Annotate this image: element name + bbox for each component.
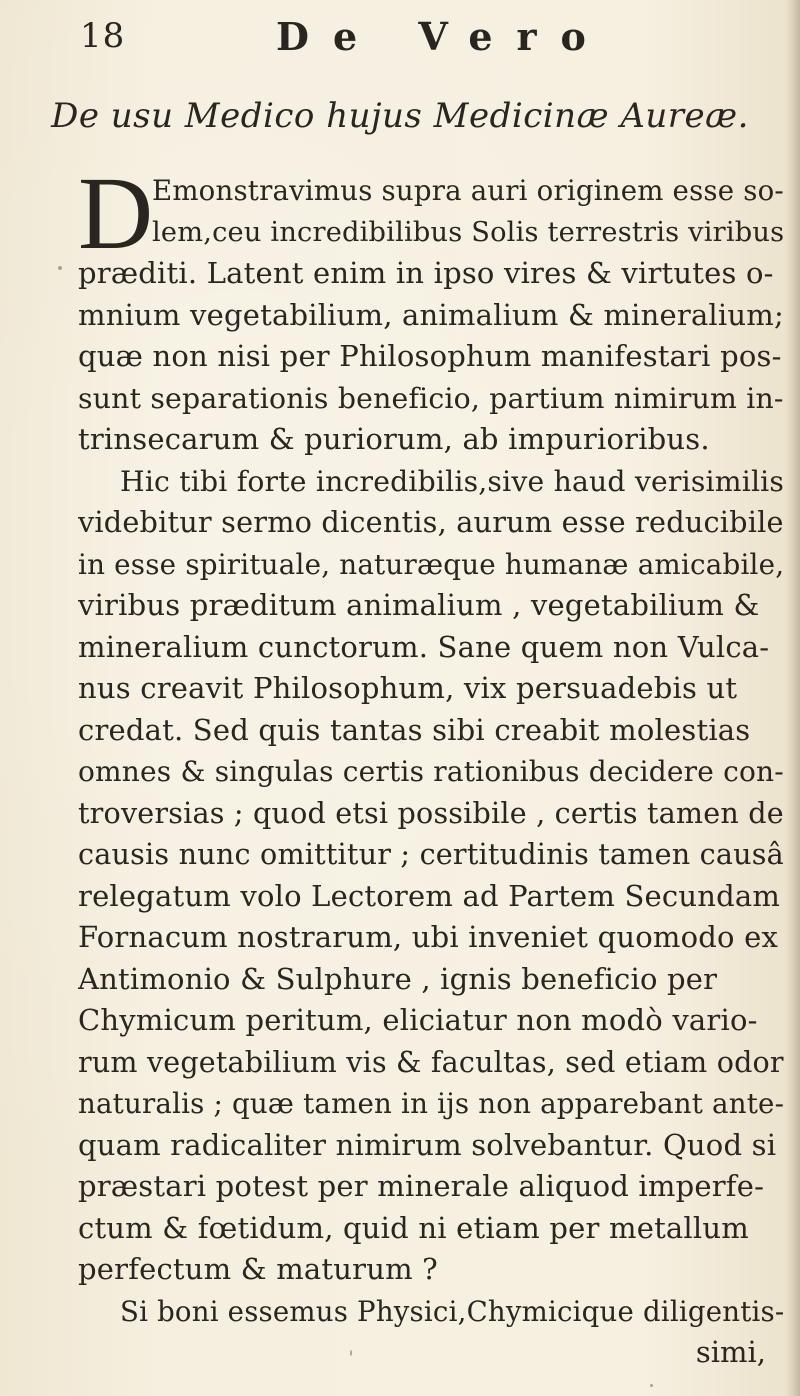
text-line: mnium vegetabilium, animalium & mineralium; — [78, 297, 784, 332]
section-title: De usu Medico hujus Medicinæ Aureæ. — [51, 96, 749, 136]
text-line: relegatum volo Lectorem ad Partem Secundam — [78, 878, 781, 913]
text-line: nus creavit Philosophum, vix persuadebis ut — [78, 671, 738, 705]
text-line: quam radicaliter nimirum solvebantur. Quod si — [78, 1127, 777, 1162]
text-line: troversias ; quod etsi possibile , certis tamen de — [78, 795, 784, 830]
text-line: causis nunc omittitur ; certitudinis tamen causâ — [78, 837, 784, 871]
ink-speck — [650, 1384, 653, 1387]
text-line: lem,ceu incredibilibus Solis terrestris viribus — [152, 216, 785, 248]
text-line: credat. Sed quis tantas sibi creabit molestias — [78, 712, 751, 747]
text-line: sunt separationis beneficio, partium nimirum in- — [78, 381, 784, 415]
text-line: rum vegetabilium vis & facultas, sed etiam odor — [78, 1045, 784, 1079]
text-line: Emonstravimus supra auri originem esse so- — [152, 174, 784, 207]
text-line: perfectum & maturum ? — [78, 1252, 438, 1286]
ink-speck — [350, 1350, 352, 1356]
text-line: trinsecarum & puriorum, ab impurioribus. — [78, 422, 710, 456]
ink-speck — [58, 266, 62, 270]
body-text — [78, 170, 792, 1374]
text-line: Fornacum nostrarum, ubi inveniet quomodo ex — [78, 920, 778, 954]
text-line: præstari potest per minerale aliquod imperfe- — [78, 1169, 765, 1203]
text-line: ctum & fœtidum, quid ni etiam per metallum — [78, 1210, 749, 1245]
text-line: videbitur sermo dicentis, aurum esse reducibile — [78, 505, 784, 539]
text-line: mineralium cunctorum. Sane quem non Vulca- — [78, 629, 770, 664]
page-number: 18 — [80, 16, 126, 56]
text-line: Chymicum peritum, eliciatur non modò vario- — [78, 1003, 758, 1037]
text-line: Si boni essemus Physici,Chymicique diligentis- — [120, 1294, 785, 1328]
text-line: omnes & singulas certis rationibus decidere con- — [78, 755, 784, 788]
text-line: naturalis ; quæ tamen in ijs non apparebant ante- — [78, 1087, 785, 1120]
text-line: Hic tibi forte incredibilis,sive haud verisimilis — [120, 464, 785, 498]
drop-cap: D — [78, 156, 154, 271]
text-line: in esse spirituale, naturæque humanæ amicabile, — [78, 547, 785, 581]
text-line: præditi. Latent enim in ipso vires & virtutes o- — [78, 256, 774, 290]
text-line: Antimonio & Sulphure , ignis beneficio per — [78, 961, 718, 996]
running-head: De Vero — [276, 14, 610, 59]
page-header — [80, 14, 740, 62]
text-line: viribus præditum animalium , vegetabilium & — [78, 588, 760, 622]
text-line: quæ non nisi per Philosophum manifestari pos- — [78, 339, 782, 373]
catchword: simi, — [695, 1335, 766, 1369]
